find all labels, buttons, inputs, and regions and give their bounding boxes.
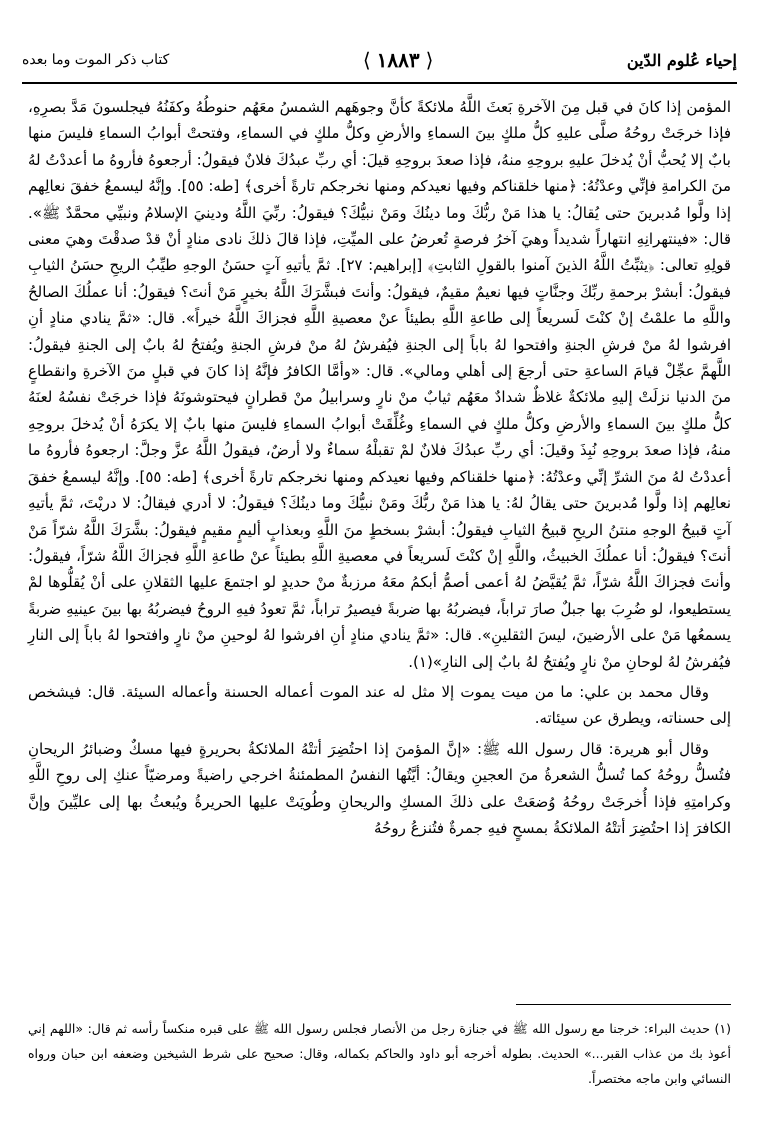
paragraph-muhammad-bin-ali: وقال محمد بن علي: ما من ميت يموت إلا مثل له عند الموت أعماله الحسنة وأعماله السيئة. قال: فيشخص إلى حسناته، ويطرق عن سيئاته. — [28, 682, 731, 728]
main-text — [28, 94, 731, 841]
footnote-divider — [516, 1004, 731, 1005]
book-title: إحياء عُلوم الدّين — [626, 50, 737, 70]
paragraph-hadith-bara: المؤمن إذا كانَ في قبل مِنَ الآخرةِ بَعثَ اللَّهُ ملائكةً كأنَّ وجوهَهم الشمسُ معَهُم حنوطُهُ وكفَنُهُ فيجلسونَ مَدَّ بصرِهِ، فإذا خرجَتْ روحُهُ صلَّى عليهِ كلُّ ملكٍ بينَ السماءِ والأرضِ وكلُّ ملكٍ في السماءِ، وفتحتْ أبوابُ السماءِ فليسَ منها بابٌ إلا يُحبُّ أنْ يُدخلَ عليهِ بروحِهِ منهُ، فإذا صعدَ بروحِهِ قيلَ: أي ربِّ عبدُكَ فلانٌ فيقولُ: أرجعوهُ فأروهُ ما أعددْتُ لهُ منَ الكرامةِ فإنِّي وعدْتُهُ: ﴿منها خلقناكم وفيها نعيدكم ومنها نخرجكم تارةً أخرى﴾ [طه: ٥٥]. وإنَّهُ ليسمعُ خفقَ نعالِهم إذا ولَّوا مُدبرينَ حتى يُقالُ: يا هذا مَنْ ربُّكَ وما دينُكَ ومَنْ نبيُّكَ؟ فيقولُ: ربِّيَ اللَّهُ ودينيَ الإسلامُ ونبيِّي محمَّدٌ ﷺ». قال: «فينتهرانِهِ انتهاراً شديداً وهيَ آخرُ فرصةٍ تُعرضُ على الميِّتِ، فإذا قالَ ذلكَ نادى منادٍ أنْ قدْ صدقْتَ وهيَ معنى قولِهِ تعالى: ﴿يثبِّتُ اللَّهُ الذينَ آمنوا بالقولِ الثابتِ﴾ [إبراهيم: ٢٧]. ثمَّ يأتيهِ آتٍ حسَنُ الوجهِ طيِّبُ الريحِ حسَنُ الثيابِ فيقولُ: أبشرْ برحمةِ ربِّكَ وجنَّاتٍ فيها نعيمٌ مقيمٌ، فيقولُ: وأنتَ فبشَّرَكَ اللَّهُ بخيرٍ مَنْ أنتَ؟ فيقولُ: أنا عملُكَ الصالحُ واللَّهِ ما علمْتُ إنْ كنْتَ لَسريعاً إلى طاعةِ اللَّهِ بطيئاً عنْ معصيةِ اللَّهِ فجزاكَ اللَّهُ خيراً». قال: «ثمَّ ينادي منادٍ أنِ افرشوا لهُ منْ فرشِ الجنةِ وافتحوا لهُ باباً إلى الجنةِ فيُفرشُ لهُ منْ فرشِ الجنةِ ويُفتحُ لهُ بابٌ إلى الجنةِ فيقولُ: اللَّهمَّ عجِّلْ قيامَ الساعةِ حتى أرجعَ إلى أهلي ومالي». قال: «وأمَّا الكافرُ فإنَّهُ إذا كانَ في قبلٍ منَ الآخرةِ وانقطاعٍ منَ الدنيا نزلَتْ إليهِ ملائكةٌ غلاظٌ شدادٌ معَهُم ثيابٌ منْ نارٍ وسرابيلُ منْ قطرانٍ فيحتوشونَهُ فإذا خرجَتْ نفسُهُ لعنَهُ كلُّ ملكٍ بينَ السماءِ والأرضِ وكلُّ ملكٍ في السماءِ وغُلِّقَتْ أبوابُ السماءِ فليسَ منها بابٌ إلا يكرَهُ أنْ يُدخلَ بروحِهِ منهُ، فإذا صعدَ بروحِهِ نُبِذَ وقيلَ: أي ربِّ عبدُكَ فلانٌ لمْ تقبلْهُ سماءٌ ولا أرضٌ، فيقولُ اللَّهُ عزَّ وجلَّ: ارجعوهُ فأروهُ ما أعددْتُ لهُ منَ الشرِّ إنِّي وعدْتُهُ: ﴿منها خلقناكم وفيها نعيدكم ومنها نخرجكم تارةً أخرى﴾ [طه: ٥٥]. وإنَّهُ ليسمعُ خفقَ نعالِهم إذا ولَّوا مُدبرينَ حتى يقالُ لهُ: يا هذا مَنْ ربُّكَ ومَنْ نبيُّكَ وما دينُكَ؟ فيقولُ: لا أدري فيقالُ: لا دريْتَ، ثمَّ يأتيهِ آتٍ قبيحُ الوجهِ منتنُ الريحِ قبيحُ الثيابِ فيقولُ: أبشرْ بسخطٍ منَ اللَّهِ وبعذابٍ أليمٍ مقيمٍ فيقولُ: بشَّرَكَ اللَّهُ شرّاً مَنْ أنتَ؟ فيقولُ: أنا عملُكَ الخبيثُ، واللَّهِ إنْ كنْتَ لَسريعاً في معصيةِ اللَّهِ بطيئاً عنْ طاعةِ اللَّهِ فجزاكَ اللَّهُ شرّاً، فيقولُ: وأنتَ فجزاكَ اللَّهُ شرّاً، ثمَّ يُقيَّضُ لهُ أعمى أصمُّ أبكمُ معَهُ مرزبةٌ منْ حديدٍ لو اجتمعَ عليها الثقلانِ على أنْ يُقلُّوها لمْ يستطيعوا، لو ضُرِبَ بها جبلٌ صارَ تراباً، فيضربُهُ بها ضربةً فيصيرُ تراباً، ثمَّ تعودُ فيهِ الروحُ فيضربُهُ بها بينَ عينيهِ ضربةً يسمعُها مَنْ على الأرضينَ، ليسَ الثقلينِ». قال: «ثمَّ ينادي منادٍ أنِ افرشوا لهُ لوحينِ منْ نارٍ وافتحوا لهُ باباً إلى النارِ فيُفرشُ لهُ لوحانِ منْ نارٍ ويُفتحُ لهُ بابٌ إلى النارِ»(١). — [28, 98, 732, 671]
footnote — [28, 1016, 731, 1091]
chapter-title: كتاب ذكر الموت وما بعده — [22, 52, 170, 68]
footnote-text: (١) حديث البراء: خرجنا مع رسول الله ﷺ في جنازة رجل من الأنصار فجلس رسول الله ﷺ على قبره منكساً رأسه ثم قال: «اللهم إني أعوذ بك من عذاب القبر...» الحديث. بطوله أخرجه أبو داود والحاكم بكماله، وقال: صحيح على شرط الشيخين وضعفه ابن حبان ورواه النسائي وابن ماجه مختصراً. — [28, 1021, 731, 1086]
page-header — [22, 38, 737, 84]
paragraph-abu-hurairah: وقال أبو هريرة: قال رسول الله ﷺ: «إنَّ المؤمنَ إذا احتُضِرَ أتتْهُ الملائكةُ بحريرةٍ فيها مسكٌ وضبائرُ الريحانِ فتُسلُّ روحُهُ كما تُسلُّ الشعرةُ منَ العجينِ ويقالُ: أيَّتُها النفسُ المطمئنةُ اخرجي راضيةً ومرضيّاً عنكِ إلى روحِ اللَّهِ وكرامتِهِ فإذا أُخرجَتْ روحُهُ وُضعَتْ على ذلكَ المسكِ والريحانِ وطُويَتْ عليها الحريرةُ ويُبعثُ بها إلى عليِّينَ وإنَّ الكافرَ إذا احتُضِرَ أتتْهُ الملائكةُ بمسحٍ فيهِ جمرةٌ فتُنزعُ روحُهُ — [28, 739, 731, 837]
page-number: ⟨ ١٨٨٣ ⟩ — [363, 48, 434, 72]
